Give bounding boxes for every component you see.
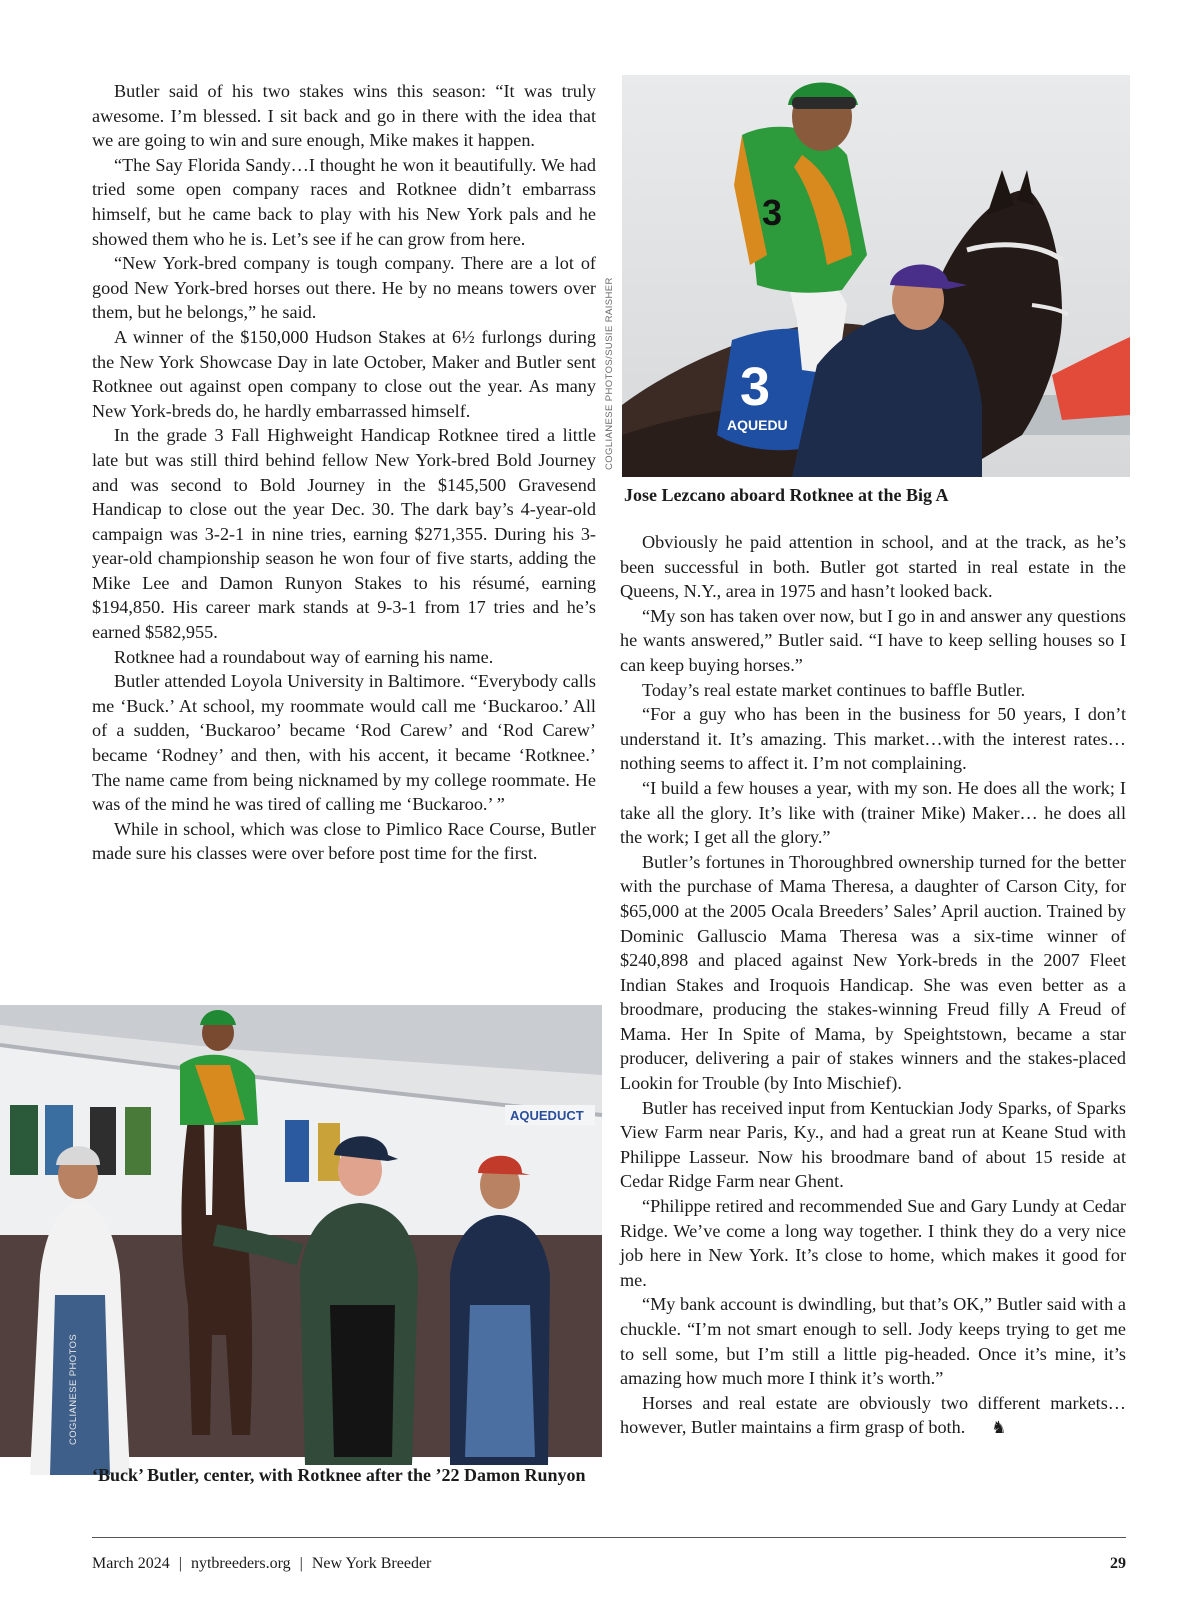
- page-number: 29: [1110, 1555, 1126, 1572]
- paragraph: “The Say Florida Sandy…I thought he won it beautifully. We had tried some open company races and Rotknee didn’t embarrass himself, but he came back to play with his New York pals and he showed them who he is. Let’s see if he can grow from here.: [92, 154, 596, 249]
- photo-butler-with-rotknee: [0, 1005, 602, 1457]
- paragraph: While in school, which was close to Pimlico Race Course, Butler made sure his classes were over before post time for the first.: [92, 818, 596, 864]
- paragraph-text: Horses and real estate are obviously two different markets… however, Butler maintains a firm grasp of both.: [620, 1392, 1126, 1438]
- paragraph: Butler attended Loyola University in Baltimore. “Everybody calls me ‘Buck.’ At school, my roommate would call me ‘Buckaroo.’ All of a sudden, ‘Buckaroo’ became ‘Rod Carew’ and ‘Rod Carew’ became ‘Rodney’ and then, with his accent, it became ‘Rotknee.’ The name came from being nicknamed by my college roommate. He was of the mind he was tired of calling me ‘Buckaroo.’ ”: [92, 671, 596, 815]
- silks-number: 3: [762, 192, 783, 233]
- footer-date: March 2024: [92, 1555, 170, 1572]
- paragraph: “I build a few houses a year, with my son. He does all the work; I take all the glory. It’s like with (trainer Mike) Maker… he does all the work; I get all the glory.”: [620, 777, 1126, 848]
- article-right-column: [620, 530, 1126, 1441]
- paragraph: Today’s real estate market continues to baffle Butler.: [642, 679, 1026, 700]
- photo-credit: COGLIANESE PHOTOS/SUSIE RAISHER: [604, 277, 615, 470]
- paragraph: “My bank account is dwindling, but that’s OK,” Butler said with a chuckle. “I’m not smart enough to sell. Jody keeps trying to get me to sell some, but I’m still a little pig-headed. Once it’s mine, it’s amazing how much more I think it’s worth.”: [620, 1294, 1126, 1389]
- paragraph: “For a guy who has been in the business for 50 years, I don’t understand it. It’s amazing. This market…with the interest rates…nothing seems to affect it. I’m not complaining.: [620, 704, 1126, 774]
- paragraph: Obviously he paid attention in school, and at the track, as he’s been successful in both. Butler got started in real estate in the Queens, N.Y., area in 1975 and hasn’t looked back.: [620, 532, 1126, 602]
- photo-caption: Jose Lezcano aboard Rotknee at the Big A: [624, 485, 949, 505]
- footer-separator: |: [178, 1555, 182, 1572]
- paragraph: [620, 1391, 1126, 1441]
- paragraph: “My son has taken over now, but I go in and answer any questions he wants answered,” Butler said. “I have to keep selling houses so I can keep buying horses.”: [620, 605, 1126, 675]
- paragraph: Rotknee had a roundabout way of earning his name.: [114, 646, 494, 667]
- paragraph: “Philippe retired and recommended Sue and Gary Lundy at Cedar Ridge. We’ve come a long way together. I think they do a very nice job here in New York. It’s close to home, which makes it good for me.: [620, 1196, 1126, 1290]
- article-left-column: [92, 79, 596, 866]
- page-footer: [92, 1553, 1126, 1575]
- aqueduct-sign: AQUEDUCT: [510, 1108, 584, 1123]
- paragraph: In the grade 3 Fall Highweight Handicap Rotknee tired a little late but was still third behind fellow New York-bred Bold Journey and was second to Bold Journey in the $145,500 Gravesend Handicap to close out the year Dec. 30. The dark bay’s 4-year-old campaign was 3-2-1 in nine tries, earning $271,355. During his 3-year-old championship season he won four of five starts, adding the Mike Lee and Damon Runyon Stakes to his résumé, earning $194,850. His career mark stands at 9-3-1 from 17 tries and he’s earned $582,955.: [92, 425, 596, 643]
- photo-credit: COGLIANESE PHOTOS: [68, 1333, 79, 1445]
- paragraph: Butler has received input from Kentuckian Jody Sparks, of Sparks View Farm near Paris, Ky., and had a great run at Keane Stud with Philippe Lasseur. Now his broodmare band of about 15 reside at Cedar Ridge Farm near Ghent.: [620, 1097, 1126, 1192]
- paragraph: Butler’s fortunes in Thoroughbred ownership turned for the better with the purchase of Mama Theresa, a daughter of Carson City, for $65,000 at the 2005 Ocala Breeders’ Sales’ April auction. Trained by Dominic Galluscio Mama Theresa was a six-time winner of $240,898 and placed against New York-breds in the 2007 Fleet Indian Stakes and Iroquois Handicap. She was even better as a broodmare, producing the stakes-winning Freud filly A Freud of Mama. Her In Spite of Mama, by Speightstown, became a star producer, delivering a pair of stakes winners and the stakes-placed Lookin for Trouble (by Into Mischief).: [620, 851, 1126, 1094]
- saddle-cloth-text: AQUEDU: [727, 417, 788, 433]
- footer-rule: [92, 1537, 1126, 1538]
- saddle-cloth-number: 3: [740, 357, 771, 417]
- paragraph: Butler said of his two stakes wins this season: “It was truly awesome. I’m blessed. I sit back and go in there with the idea that we are going to win and sure enough, Mike makes it happen.: [92, 81, 596, 151]
- photo-jockey-aboard-rotknee: [604, 75, 1130, 477]
- footer-publication: New York Breeder: [311, 1555, 432, 1572]
- photo-caption: ‘Buck’ Butler, center, with Rotknee after the ’22 Damon Runyon: [92, 1465, 586, 1485]
- paragraph: “New York-bred company is tough company. There are a lot of good New York-bred horses out there. He by no means towers over them, but he belongs,” he said.: [92, 253, 596, 323]
- footer-website-link[interactable]: nytbreeders.org: [190, 1555, 291, 1572]
- paragraph: A winner of the $150,000 Hudson Stakes at 6½ furlongs during the New York Showcase Day in late October, Maker and Butler sent Rotknee out against open company to close out the year. As many New York-breds do, he hardly embarrassed himself.: [92, 326, 596, 421]
- footer-separator: |: [299, 1555, 303, 1572]
- horse-head-icon: ♞: [991, 1418, 1007, 1438]
